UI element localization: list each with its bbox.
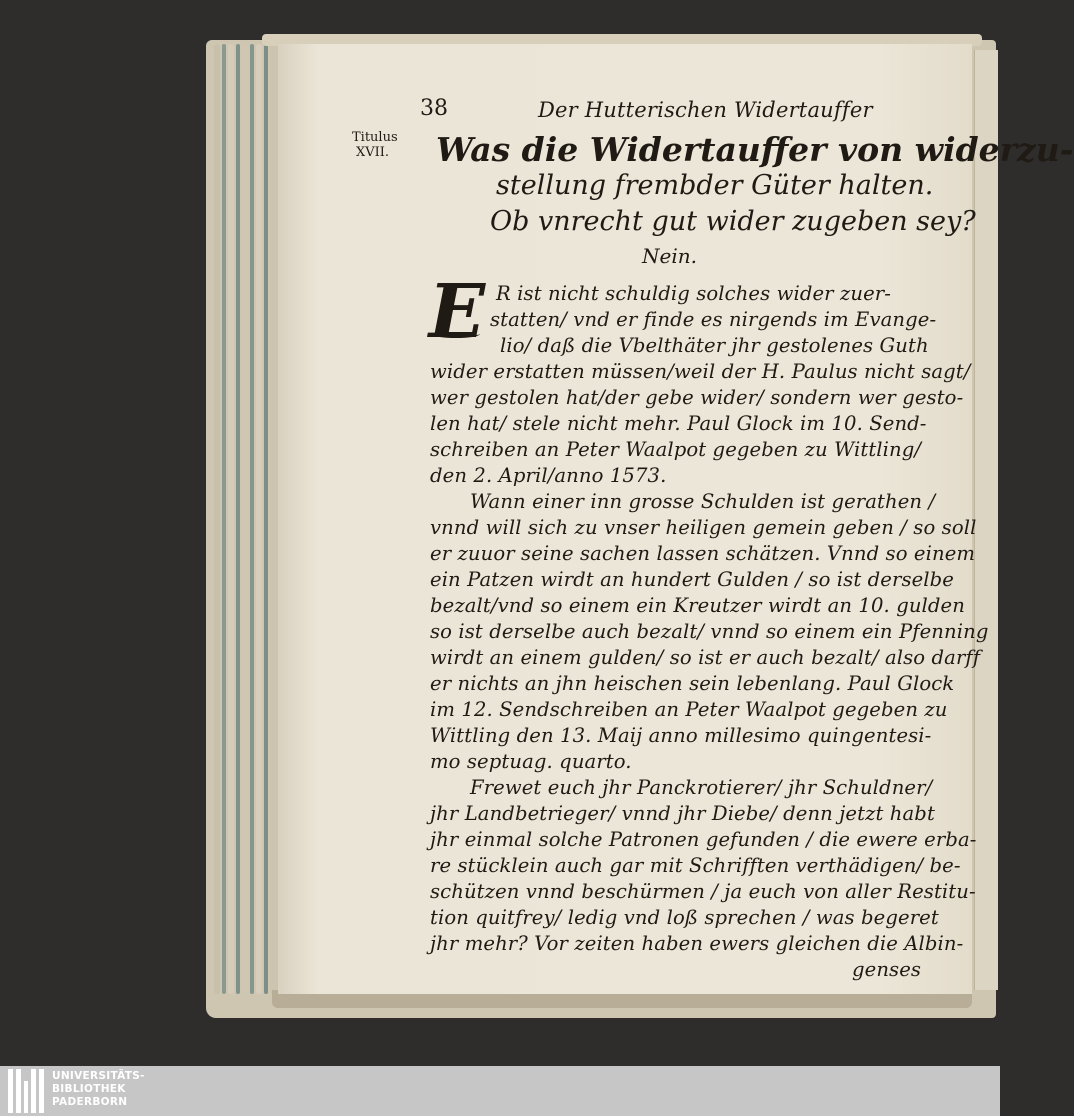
catchword: genses <box>852 958 922 981</box>
page-edge <box>250 44 254 994</box>
page-edge <box>242 44 248 994</box>
text-line: so ist derselbe auch bezalt/ vnnd so einem ein Pfenning <box>430 620 989 643</box>
page-edge <box>236 44 240 994</box>
text-line: den 2. April/anno 1573. <box>430 464 667 487</box>
text-line: wirdt an einem gulden/ so ist er auch bezalt/ also darff <box>430 646 981 669</box>
library-name-line: PADERBORN <box>52 1096 128 1108</box>
text-line: wider erstatten müssen/weil der H. Paulus nicht sagt/ <box>430 360 971 383</box>
text-line: vnnd will sich zu vnser heiligen gemein geben / so soll <box>430 516 977 539</box>
text-line: ein Patzen wirdt an hundert Gulden / so ist derselbe <box>430 568 954 591</box>
library-name-line: UNIVERSITÄTS- <box>52 1070 145 1082</box>
text-line: schützen vnnd beschürmen / ja euch von aller Restitu- <box>430 880 976 903</box>
running-head: Der Hutterischen Widertauffer <box>538 98 873 122</box>
text-line: wer gestolen hat/der gebe wider/ sondern wer gesto- <box>430 386 964 409</box>
page-number: 38 <box>420 96 448 121</box>
library-footer <box>0 1066 1000 1116</box>
facing-page-edge <box>974 50 998 990</box>
page-edge <box>270 44 278 994</box>
margin-note-titulus: Titulus <box>352 130 398 145</box>
text-line: Wann einer inn grosse Schulden ist gerathen / <box>470 490 936 513</box>
book-page <box>278 44 1074 994</box>
text-line: Wittling den 13. Maij anno millesimo quingentesi- <box>430 724 932 747</box>
chapter-title-line: stellung frembder Güter halten. <box>496 170 934 201</box>
text-line: statten/ vnd er finde es nirgends im Evange- <box>490 308 937 331</box>
text-line: im 12. Sendschreiben an Peter Waalpot gegeben zu <box>430 698 948 721</box>
university-logo-icon <box>8 1069 44 1113</box>
text-line: jhr mehr? Vor zeiten haben ewers gleichen die Albin- <box>430 932 964 955</box>
page-edge <box>264 44 268 994</box>
text-line: len hat/ stele nicht mehr. Paul Glock im 10. Send- <box>430 412 927 435</box>
drop-cap-initial: E <box>428 269 486 355</box>
page-edge <box>228 44 234 994</box>
text-line: mo septuag. quarto. <box>430 750 632 773</box>
page-edge <box>214 44 220 994</box>
margin-note-number: XVII. <box>356 145 390 160</box>
text-line: schreiben an Peter Waalpot gegeben zu Wittling/ <box>430 438 922 461</box>
page-edge <box>222 44 226 994</box>
library-name <box>52 1070 145 1109</box>
answer-heading: Nein. <box>642 244 697 268</box>
page-edge <box>256 44 262 994</box>
text-line: er zuuor seine sachen lassen schätzen. Vnnd so einem <box>430 542 976 565</box>
library-name-line: BIBLIOTHEK <box>52 1083 126 1095</box>
question-heading: Ob vnrecht gut wider zugeben sey? <box>490 206 976 237</box>
text-line: jhr einmal solche Patronen gefunden / die ewere erba- <box>430 828 977 851</box>
chapter-title-line: Was die Widertauffer von widerzu- <box>436 130 1074 169</box>
text-line: re stücklein auch gar mit Schrifften verthädigen/ be- <box>430 854 961 877</box>
text-line: bezalt/vnd so einem ein Kreutzer wirdt an 10. gulden <box>430 594 965 617</box>
text-line: Frewet euch jhr Panckrotierer/ jhr Schuldner/ <box>470 776 933 799</box>
text-line: er nichts an jhn heischen sein lebenlang. Paul Glock <box>430 672 955 695</box>
text-line: lio/ daß die Vbelthäter jhr gestolenes Guth <box>500 334 929 357</box>
text-line: tion quitfrey/ ledig vnd loß sprechen / was begeret <box>430 906 939 929</box>
text-line: R ist nicht schuldig solches wider zuer- <box>496 282 891 305</box>
text-line: jhr Landbetrieger/ vnnd jhr Diebe/ denn jetzt habt <box>430 802 935 825</box>
